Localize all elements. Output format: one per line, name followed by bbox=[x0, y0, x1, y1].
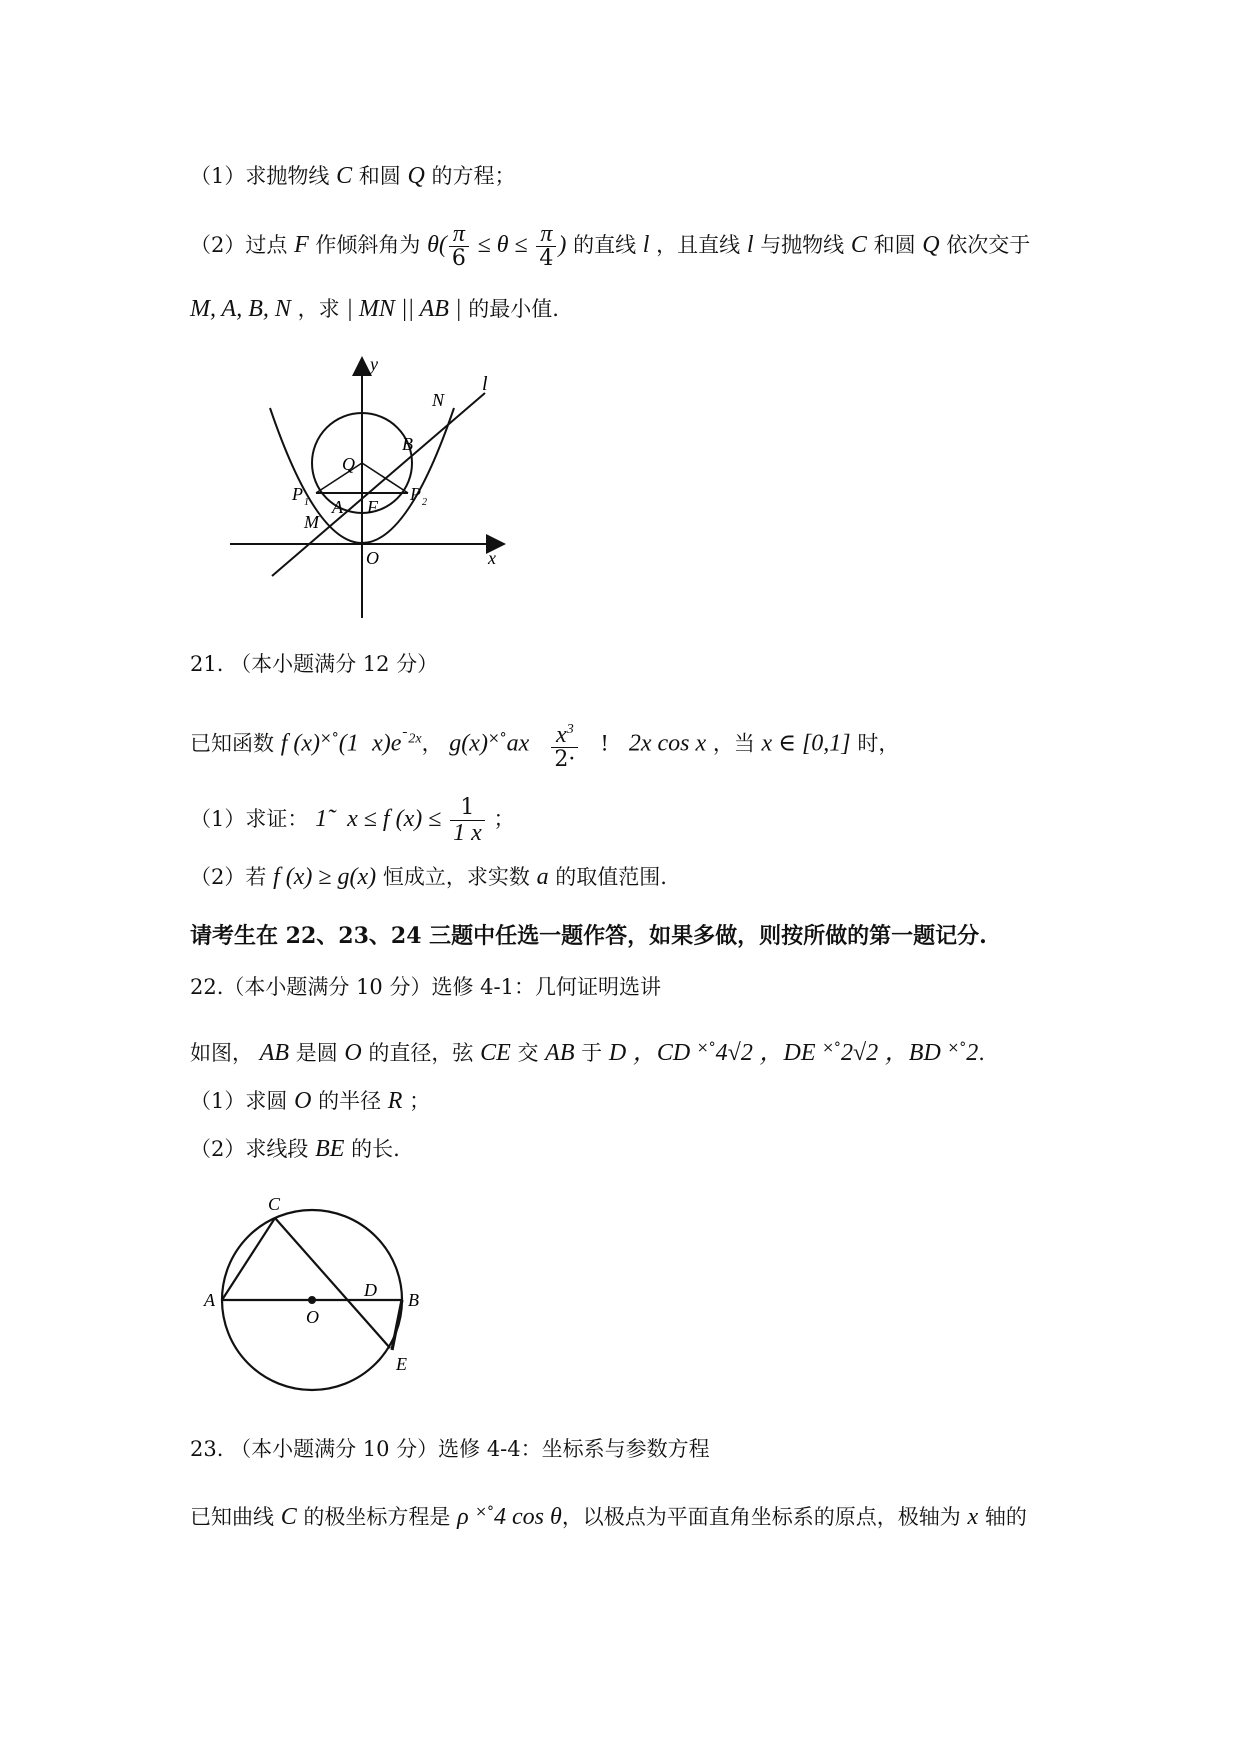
q21-part2: （2）若 f (x) ≥ g(x) 恒成立，求实数 a 的取值范围. bbox=[190, 864, 667, 890]
label-o: O bbox=[306, 1307, 319, 1327]
q22-header: 22.（本小题满分 10 分）选修 4-1：几何证明选讲 bbox=[190, 975, 661, 999]
label-l: l bbox=[482, 373, 488, 395]
label-x: x bbox=[488, 548, 496, 568]
label-a: A bbox=[204, 1290, 215, 1310]
one-over-1-x: $\frac{1}{1 x}$ bbox=[450, 796, 485, 845]
q20-part1: （1）求抛物线 C 和圆 Q 的方程； bbox=[190, 163, 516, 189]
pi-over-4: $\frac{\pi}{4}$ bbox=[536, 222, 556, 271]
segment-be bbox=[392, 1300, 402, 1350]
q22-part2: （2）求线段 BE 的长. bbox=[190, 1136, 400, 1162]
label-b: B bbox=[402, 434, 413, 454]
label-d: D bbox=[364, 1280, 377, 1300]
q23-header: 23. （本小题满分 10 分）选修 4-4：坐标系与参数方程 bbox=[190, 1437, 710, 1461]
circle-chord-figure bbox=[200, 1190, 440, 1400]
pi-over-6: $\frac{\pi}{6}$ bbox=[449, 222, 469, 271]
q21-header: 21. （本小题满分 12 分） bbox=[190, 652, 439, 676]
q22-part1: （1）求圆 O 的半径 R ； bbox=[190, 1088, 431, 1114]
label-c: C bbox=[268, 1194, 281, 1214]
q23-given: 已知曲线 C 的极坐标方程是 ρ ×°4 cos θ，以极点为平面直角坐标系的原点，极轴为 x 轴的 bbox=[190, 1504, 1027, 1530]
label-p2-sub: 2 bbox=[422, 497, 427, 508]
q21-part1: （1）求证： 1̃ x ≤ f (x) ≤ $\frac{1}{1 x}$ ； bbox=[190, 795, 515, 846]
q22-given: 如图， AB 是圆 O 的直径，弦 CE 交 AB 于 D ，CD ×°4√2 ，DE ×°2√2 ，BD ×°2. bbox=[190, 1040, 985, 1066]
label-q: Q bbox=[342, 454, 355, 474]
label-o: O bbox=[366, 548, 379, 568]
x-cube-over-2: $\frac{x^3}{2\cdot}$ bbox=[551, 718, 578, 772]
label-a: A bbox=[332, 497, 343, 517]
q20-part2: （2）过点 F 作倾斜角为 θ( $\frac{\pi}{6}$ ≤ θ ≤ $\frac{\pi}{4}$ ) 的直线 l ，且直线 l 与抛物线 C 和圆 Q 依次交于 bbox=[190, 221, 1031, 271]
instruction: 请考生在 22、23、24 三题中任选一题作答，如果多做，则按所做的第一题记分. bbox=[190, 923, 987, 949]
label-f: F bbox=[367, 497, 378, 517]
seg-q-p2 bbox=[362, 463, 408, 493]
label-e: E bbox=[396, 1354, 407, 1374]
seg-q-p1 bbox=[316, 463, 362, 493]
q20-part2-cont: M, A, B, N ，求 | MN || AB | 的最小值. bbox=[190, 296, 559, 322]
center-dot bbox=[308, 1296, 316, 1304]
label-p1: P bbox=[292, 484, 303, 504]
label-p2: P bbox=[410, 484, 421, 504]
label-n: N bbox=[432, 390, 445, 410]
label-p1-sub: 1 bbox=[304, 497, 309, 508]
label-y: y bbox=[370, 354, 378, 374]
parabola-circle-figure bbox=[220, 350, 520, 620]
q21-given: 已知函数 f (x)×°(1 $x)e^{ˉ2x}$， g(x)×°ax $\frac{x^3}{2\cdot}$ ! 2x cos x ，当 x ∈ [0,1] 时， bbox=[190, 718, 899, 772]
label-b: B bbox=[408, 1290, 419, 1310]
chord-ac bbox=[222, 1218, 275, 1300]
label-m: M bbox=[304, 512, 319, 532]
